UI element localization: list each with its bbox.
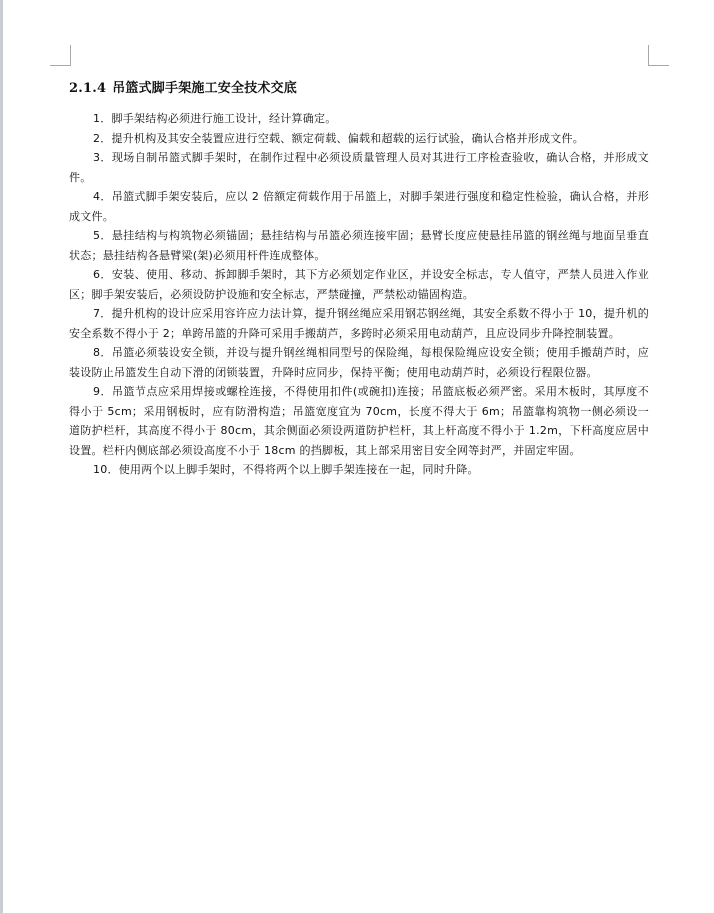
list-item-5: 5．悬挂结构与构筑物必须锚固；悬挂结构与吊篮必须连接牢固；悬臂长度应使悬挂吊篮的钢丝绳与地面呈垂直状态；悬挂结构各悬臂梁(架)必须用杆件连成整体。 xyxy=(69,229,649,262)
list-item-8: 8．吊篮必须装设安全锁，并设与提升钢丝绳相同型号的保险绳，每根保险绳应设安全锁；使用手搬葫芦时，应装设防止吊篮发生自动下滑的闭锁装置，升降时应同步，保持平衡；使用电动葫芦时，必须设行程限位器。 xyxy=(69,346,649,379)
list-item-1: 1．脚手架结构必须进行施工设计，经计算确定。 xyxy=(93,112,337,125)
list-item-10: 10．使用两个以上脚手架时，不得将两个以上脚手架连接在一起，同时升降。 xyxy=(93,463,479,476)
list-item-7: 7．提升机构的设计应采用容许应力法计算，提升钢丝绳应采用钢芯钢丝绳，其安全系数不得小于 10，提升机的安全系数不得小于 2；单跨吊篮的升降可采用手搬葫芦，多跨时必须采用电动葫芦，且应设同步升降控制装置。 xyxy=(69,307,649,340)
list-item-4: 4．吊篮式脚手架安装后，应以 2 倍额定荷载作用于吊篮上，对脚手架进行强度和稳定性检验，确认合格，并形成文件。 xyxy=(69,190,649,223)
corner-mark-top-right xyxy=(648,45,669,66)
corner-mark-top-left xyxy=(50,45,71,66)
section-title: 吊篮式脚手架施工安全技术交底 xyxy=(112,81,298,96)
section-heading xyxy=(69,80,649,98)
list-item-6: 6．安装、使用、移动、拆卸脚手架时，其下方必须划定作业区，并设安全标志，专人值守，严禁人员进入作业区；脚手架安装后，必须设防护设施和安全标志，严禁碰撞，严禁松动锚固构造。 xyxy=(69,268,649,301)
section-number: 2.1.4 xyxy=(69,81,107,96)
page-left-edge xyxy=(0,0,3,913)
list-item-9: 9．吊篮节点应采用焊接或螺栓连接，不得使用扣件(或碗扣)连接；吊篮底板必须严密。采用木板时，其厚度不得小于 5cm；采用钢板时，应有防滑构造；吊篮宽度宜为 70cm，长度不得大于 6m；吊篮靠构筑物一侧必须设一道防护栏杆，其高度不得小于 80cm，其余侧面必须设两道防护栏杆，其上杆高度不得小于 1.2m，下杆高度应居中设置。栏杆内侧底部必须设高度不小于 18cm 的挡脚板，其上部采用密目安全网等封严，并固定牢固。 xyxy=(69,385,649,457)
document-body xyxy=(69,80,649,480)
list-item-3: 3．现场自制吊篮式脚手架时，在制作过程中必须设质量管理人员对其进行工序检查验收，确认合格，并形成文件。 xyxy=(69,151,649,184)
list-item-2: 2．提升机构及其安全装置应进行空载、额定荷载、偏载和超载的运行试验，确认合格并形成文件。 xyxy=(93,131,584,145)
